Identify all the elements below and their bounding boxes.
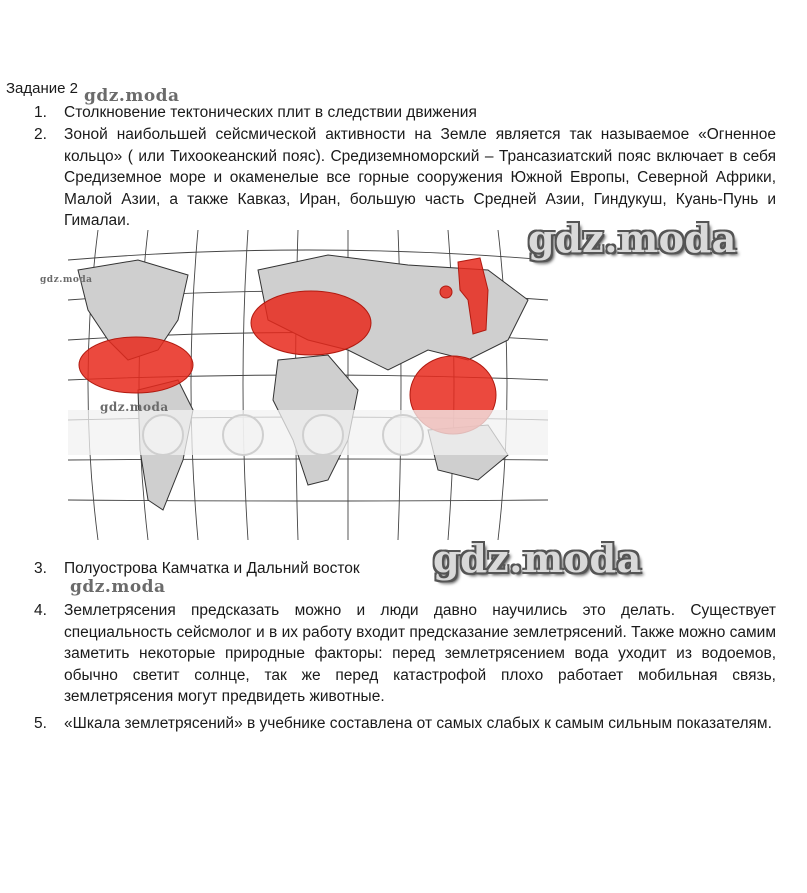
task-heading: Задание 2 bbox=[6, 80, 79, 97]
list-number: 3. bbox=[34, 560, 47, 577]
list-text: «Шкала землетрясений» в учебнике составлена от самых слабых к самым сильным показателям. bbox=[64, 715, 772, 732]
watermark: gdz.moda bbox=[84, 86, 180, 106]
watermark: gdz.moda bbox=[100, 400, 169, 414]
watermark: gdz.moda bbox=[433, 536, 642, 581]
kamchatka-zone bbox=[440, 286, 452, 298]
list-number: 2. bbox=[34, 126, 47, 143]
mediterranean-zone bbox=[251, 291, 371, 355]
world-map bbox=[68, 230, 548, 540]
list-text: Землетрясения предсказать можно и люди давно научились это делать. Существует специальность сейсмолог и в их работу входит предсказание землетрясений. Также можно самим заметить некоторые природные факторы: перед землетрясением вода уходит из водоемов, обычно светит солнце, так же перед катастрофой плохо работает мобильная связь, землетрясения могут предвидеть животные. bbox=[64, 602, 776, 705]
list-number: 4. bbox=[34, 602, 47, 619]
watermark: gdz.moda bbox=[528, 216, 737, 261]
watermark: gdz.moda bbox=[70, 577, 166, 597]
list-number: 5. bbox=[34, 715, 47, 732]
list-text: Зоной наибольшей сейсмической активности на Земле является так называемое «Огненное кольцо» ( или Тихоокеанский пояс). Средиземноморский – Трансазиатский пояс включает в себя Средиземное море и окаменелые все горные сооружения Южной Европы, Северной Африки, Малой Азии, а также Кавказ, Иран, большую часть Средней Азии, Гиндукуш, Куань-Пунь и Гималаи. bbox=[64, 126, 776, 229]
americas-zone bbox=[79, 337, 193, 393]
list-text: Столкновение тектонических плит в следствии движения bbox=[64, 104, 477, 121]
watermark: gdz.moda bbox=[40, 275, 93, 285]
list-text: Полуострова Камчатка и Дальний восток bbox=[64, 560, 360, 577]
list-item bbox=[34, 102, 776, 124]
list-item bbox=[34, 600, 776, 708]
list-item bbox=[34, 713, 776, 735]
list-number: 1. bbox=[34, 104, 47, 121]
